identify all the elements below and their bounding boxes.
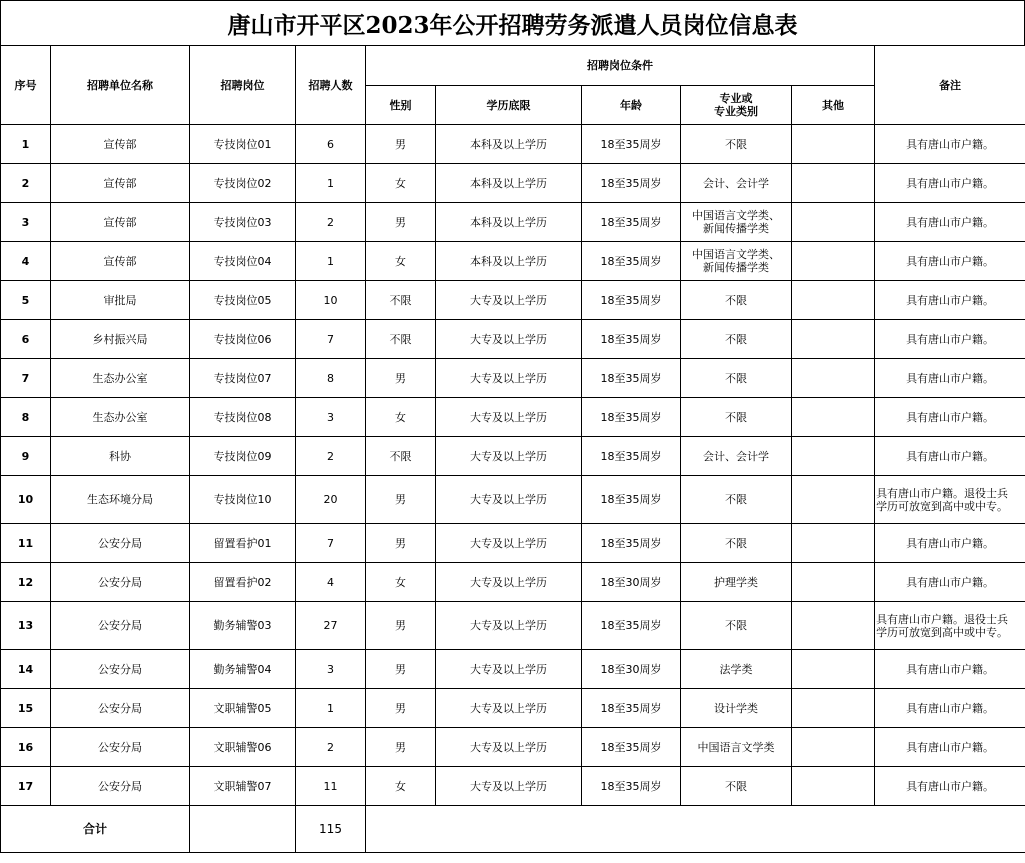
cell-remark (875, 125, 1025, 164)
cell-major (681, 524, 792, 563)
cell-education: 大专及以上学历 (436, 437, 582, 476)
table-row (1, 125, 1025, 164)
cell-count: 1 (296, 164, 366, 203)
cell-gender: 不限 (366, 281, 436, 320)
cell-education: 大专及以上学历 (436, 320, 582, 359)
header-seq: 序号 (1, 46, 51, 125)
cell-unit: 公安分局 (51, 602, 190, 650)
cell-major-line1: 会计、会计学 (703, 449, 769, 463)
table-row (1, 437, 1025, 476)
cell-major (681, 767, 792, 806)
cell-remark (875, 203, 1025, 242)
table-row (1, 281, 1025, 320)
cell-count: 7 (296, 320, 366, 359)
cell-remark-line1: 具有唐山市户籍。 (906, 176, 995, 190)
cell-remark (875, 437, 1025, 476)
cell-major (681, 398, 792, 437)
cell-seq: 6 (1, 320, 51, 359)
cell-major-line2: 新闻传播学类 (703, 261, 769, 274)
cell-age: 18至35周岁 (582, 203, 681, 242)
cell-major (681, 650, 792, 689)
header-remark: 备注 (875, 46, 1025, 125)
table-row (1, 242, 1025, 281)
cell-education: 大专及以上学历 (436, 689, 582, 728)
table-row (1, 359, 1025, 398)
cell-unit: 宣传部 (51, 242, 190, 281)
cell-seq: 9 (1, 437, 51, 476)
cell-unit: 公安分局 (51, 689, 190, 728)
cell-gender: 女 (366, 767, 436, 806)
cell-education: 本科及以上学历 (436, 125, 582, 164)
cell-seq: 14 (1, 650, 51, 689)
cell-remark-line1: 具有唐山市户籍。 (906, 575, 995, 589)
header-major-line2: 专业类别 (714, 105, 758, 118)
cell-remark (875, 728, 1025, 767)
cell-major (681, 359, 792, 398)
cell-post: 勤务辅警03 (190, 602, 296, 650)
cell-seq: 10 (1, 476, 51, 524)
cell-other (792, 242, 875, 281)
cell-count: 3 (296, 650, 366, 689)
cell-gender: 不限 (366, 437, 436, 476)
cell-education: 大专及以上学历 (436, 650, 582, 689)
cell-education: 本科及以上学历 (436, 203, 582, 242)
cell-post: 文职辅警06 (190, 728, 296, 767)
cell-remark-line2: 学历可放宽到高中或中专。 (876, 625, 1009, 639)
cell-remark (875, 164, 1025, 203)
cell-other (792, 650, 875, 689)
cell-other (792, 359, 875, 398)
cell-unit: 公安分局 (51, 767, 190, 806)
header-count: 招聘人数 (296, 46, 366, 125)
cell-age: 18至35周岁 (582, 164, 681, 203)
table-row (1, 650, 1025, 689)
cell-gender: 男 (366, 359, 436, 398)
cell-remark (875, 524, 1025, 563)
total-count: 115 (296, 806, 366, 853)
cell-major (681, 728, 792, 767)
cell-education: 大专及以上学历 (436, 728, 582, 767)
cell-seq: 13 (1, 602, 51, 650)
header-education: 学历底限 (436, 86, 582, 125)
cell-gender: 男 (366, 602, 436, 650)
table-row (1, 728, 1025, 767)
cell-count: 2 (296, 203, 366, 242)
cell-seq: 7 (1, 359, 51, 398)
cell-education: 大专及以上学历 (436, 524, 582, 563)
cell-remark-line1: 具有唐山市户籍。 (906, 449, 995, 463)
cell-major-line1: 不限 (725, 137, 747, 151)
cell-education: 本科及以上学历 (436, 164, 582, 203)
cell-post: 专技岗位07 (190, 359, 296, 398)
cell-major (681, 689, 792, 728)
cell-gender: 不限 (366, 320, 436, 359)
cell-remark (875, 767, 1025, 806)
cell-seq: 15 (1, 689, 51, 728)
table-row (1, 689, 1025, 728)
cell-seq: 16 (1, 728, 51, 767)
table-row (1, 203, 1025, 242)
cell-major (681, 563, 792, 602)
table-row (1, 563, 1025, 602)
cell-major (681, 203, 792, 242)
cell-unit: 公安分局 (51, 728, 190, 767)
cell-seq: 3 (1, 203, 51, 242)
cell-other (792, 320, 875, 359)
cell-age: 18至30周岁 (582, 650, 681, 689)
cell-other (792, 767, 875, 806)
cell-other (792, 164, 875, 203)
cell-remark (875, 359, 1025, 398)
cell-post: 专技岗位08 (190, 398, 296, 437)
table-row (1, 767, 1025, 806)
cell-age: 18至35周岁 (582, 281, 681, 320)
page-title: 唐山市开平区2023年公开招聘劳务派遣人员岗位信息表 (0, 0, 1025, 46)
cell-education: 大专及以上学历 (436, 476, 582, 524)
total-label: 合计 (1, 806, 190, 853)
cell-remark-line1: 具有唐山市户籍。 (906, 779, 995, 793)
cell-unit: 公安分局 (51, 650, 190, 689)
cell-unit: 公安分局 (51, 563, 190, 602)
cell-age: 18至35周岁 (582, 767, 681, 806)
cell-remark-line1: 具有唐山市户籍。 (906, 137, 995, 151)
cell-unit: 科协 (51, 437, 190, 476)
cell-seq: 1 (1, 125, 51, 164)
cell-major (681, 437, 792, 476)
cell-remark-line1: 具有唐山市户籍。 (906, 215, 995, 229)
cell-other (792, 203, 875, 242)
cell-major-line1: 护理学类 (714, 575, 758, 589)
cell-other (792, 602, 875, 650)
cell-education: 大专及以上学历 (436, 398, 582, 437)
header-age: 年龄 (582, 86, 681, 125)
cell-count: 10 (296, 281, 366, 320)
cell-gender: 男 (366, 728, 436, 767)
cell-age: 18至35周岁 (582, 125, 681, 164)
cell-post: 留置看护01 (190, 524, 296, 563)
cell-gender: 女 (366, 164, 436, 203)
cell-other (792, 728, 875, 767)
cell-seq: 2 (1, 164, 51, 203)
header-row (1, 46, 1025, 86)
cell-count: 6 (296, 125, 366, 164)
cell-major (681, 281, 792, 320)
cell-remark-line1: 具有唐山市户籍。退役士兵 (876, 612, 1009, 626)
cell-seq: 8 (1, 398, 51, 437)
cell-age: 18至30周岁 (582, 563, 681, 602)
cell-major-line1: 中国语言文学类 (697, 740, 775, 754)
cell-unit: 生态办公室 (51, 398, 190, 437)
cell-count: 4 (296, 563, 366, 602)
table-row (1, 476, 1025, 524)
cell-age: 18至35周岁 (582, 359, 681, 398)
cell-count: 7 (296, 524, 366, 563)
cell-unit: 宣传部 (51, 203, 190, 242)
cell-major (681, 476, 792, 524)
cell-gender: 女 (366, 398, 436, 437)
cell-other (792, 563, 875, 602)
table-row (1, 602, 1025, 650)
cell-gender: 男 (366, 524, 436, 563)
total-row (1, 806, 1025, 853)
cell-major (681, 125, 792, 164)
total-blank (366, 806, 1025, 853)
cell-major-line1: 不限 (725, 493, 747, 506)
cell-remark (875, 320, 1025, 359)
cell-other (792, 437, 875, 476)
cell-gender: 女 (366, 242, 436, 281)
cell-remark (875, 476, 1025, 524)
cell-post: 文职辅警07 (190, 767, 296, 806)
cell-major-line2: 新闻传播学类 (703, 222, 769, 235)
cell-count: 27 (296, 602, 366, 650)
cell-post: 专技岗位09 (190, 437, 296, 476)
cell-remark-line1: 具有唐山市户籍。 (906, 701, 995, 715)
cell-age: 18至35周岁 (582, 524, 681, 563)
table-body (1, 125, 1025, 806)
cell-seq: 5 (1, 281, 51, 320)
cell-major (681, 164, 792, 203)
cell-major-line1: 不限 (725, 410, 747, 424)
cell-major-line1: 会计、会计学 (703, 176, 769, 190)
cell-gender: 男 (366, 476, 436, 524)
cell-major-line1: 不限 (725, 536, 747, 550)
cell-remark (875, 650, 1025, 689)
cell-post: 专技岗位01 (190, 125, 296, 164)
cell-remark-line1: 具有唐山市户籍。退役士兵 (876, 486, 1009, 500)
cell-age: 18至35周岁 (582, 437, 681, 476)
cell-major (681, 320, 792, 359)
cell-other (792, 524, 875, 563)
cell-count: 2 (296, 437, 366, 476)
table-row (1, 398, 1025, 437)
cell-remark (875, 281, 1025, 320)
cell-remark (875, 689, 1025, 728)
cell-remark-line1: 具有唐山市户籍。 (906, 410, 995, 424)
table-row (1, 320, 1025, 359)
cell-education: 大专及以上学历 (436, 359, 582, 398)
cell-post: 专技岗位03 (190, 203, 296, 242)
cell-other (792, 398, 875, 437)
cell-count: 20 (296, 476, 366, 524)
cell-post: 专技岗位06 (190, 320, 296, 359)
cell-post: 专技岗位10 (190, 476, 296, 524)
cell-remark-line1: 具有唐山市户籍。 (906, 662, 995, 676)
cell-unit: 生态办公室 (51, 359, 190, 398)
header-conditions: 招聘岗位条件 (366, 46, 875, 86)
cell-seq: 11 (1, 524, 51, 563)
cell-remark (875, 398, 1025, 437)
cell-unit: 宣传部 (51, 164, 190, 203)
cell-remark-line1: 具有唐山市户籍。 (906, 332, 995, 346)
cell-major (681, 602, 792, 650)
cell-education: 大专及以上学历 (436, 281, 582, 320)
cell-remark-line2: 学历可放宽到高中或中专。 (876, 499, 1009, 513)
cell-count: 3 (296, 398, 366, 437)
cell-count: 2 (296, 728, 366, 767)
cell-gender: 男 (366, 689, 436, 728)
cell-post: 勤务辅警04 (190, 650, 296, 689)
header-post: 招聘岗位 (190, 46, 296, 125)
cell-remark (875, 602, 1025, 650)
cell-education: 大专及以上学历 (436, 767, 582, 806)
cell-major-line1: 不限 (725, 332, 747, 346)
positions-table (0, 45, 1025, 853)
cell-unit: 生态环境分局 (51, 476, 190, 524)
cell-major-line1: 中国语言文学类、 (692, 248, 780, 261)
cell-seq: 17 (1, 767, 51, 806)
cell-post: 留置看护02 (190, 563, 296, 602)
cell-education: 本科及以上学历 (436, 242, 582, 281)
cell-post: 文职辅警05 (190, 689, 296, 728)
cell-major-line1: 中国语言文学类、 (692, 209, 780, 222)
cell-age: 18至35周岁 (582, 242, 681, 281)
cell-unit: 乡村振兴局 (51, 320, 190, 359)
cell-age: 18至35周岁 (582, 689, 681, 728)
cell-education: 大专及以上学历 (436, 602, 582, 650)
table-row (1, 524, 1025, 563)
cell-age: 18至35周岁 (582, 476, 681, 524)
cell-gender: 女 (366, 563, 436, 602)
cell-remark-line1: 具有唐山市户籍。 (906, 254, 995, 268)
cell-major-line1: 不限 (725, 779, 747, 793)
cell-age: 18至35周岁 (582, 398, 681, 437)
cell-unit: 宣传部 (51, 125, 190, 164)
cell-unit: 公安分局 (51, 524, 190, 563)
cell-age: 18至35周岁 (582, 320, 681, 359)
header-other: 其他 (792, 86, 875, 125)
header-major (681, 86, 792, 125)
cell-major-line1: 不限 (725, 371, 747, 385)
cell-major-line1: 不限 (725, 293, 747, 307)
cell-remark-line1: 具有唐山市户籍。 (906, 740, 995, 754)
cell-other (792, 125, 875, 164)
cell-age: 18至35周岁 (582, 728, 681, 767)
cell-count: 1 (296, 242, 366, 281)
cell-remark-line1: 具有唐山市户籍。 (906, 371, 995, 385)
cell-major-line1: 设计学类 (714, 701, 758, 715)
cell-other (792, 476, 875, 524)
cell-education: 大专及以上学历 (436, 563, 582, 602)
cell-seq: 4 (1, 242, 51, 281)
cell-post: 专技岗位04 (190, 242, 296, 281)
cell-remark-line1: 具有唐山市户籍。 (906, 536, 995, 550)
cell-seq: 12 (1, 563, 51, 602)
cell-major (681, 242, 792, 281)
cell-major-line1: 不限 (725, 619, 747, 632)
table-row (1, 164, 1025, 203)
cell-post: 专技岗位02 (190, 164, 296, 203)
cell-other (792, 689, 875, 728)
header-unit: 招聘单位名称 (51, 46, 190, 125)
header-gender: 性别 (366, 86, 436, 125)
cell-gender: 男 (366, 203, 436, 242)
cell-age: 18至35周岁 (582, 602, 681, 650)
cell-remark (875, 242, 1025, 281)
cell-count: 8 (296, 359, 366, 398)
cell-count: 11 (296, 767, 366, 806)
cell-count: 1 (296, 689, 366, 728)
cell-unit: 审批局 (51, 281, 190, 320)
cell-gender: 男 (366, 125, 436, 164)
cell-gender: 男 (366, 650, 436, 689)
cell-remark-line1: 具有唐山市户籍。 (906, 293, 995, 307)
cell-remark (875, 563, 1025, 602)
header-major-line1: 专业或 (719, 92, 753, 105)
cell-other (792, 281, 875, 320)
cell-major-line1: 法学类 (719, 662, 753, 676)
total-empty-cell (190, 806, 296, 853)
cell-post: 专技岗位05 (190, 281, 296, 320)
